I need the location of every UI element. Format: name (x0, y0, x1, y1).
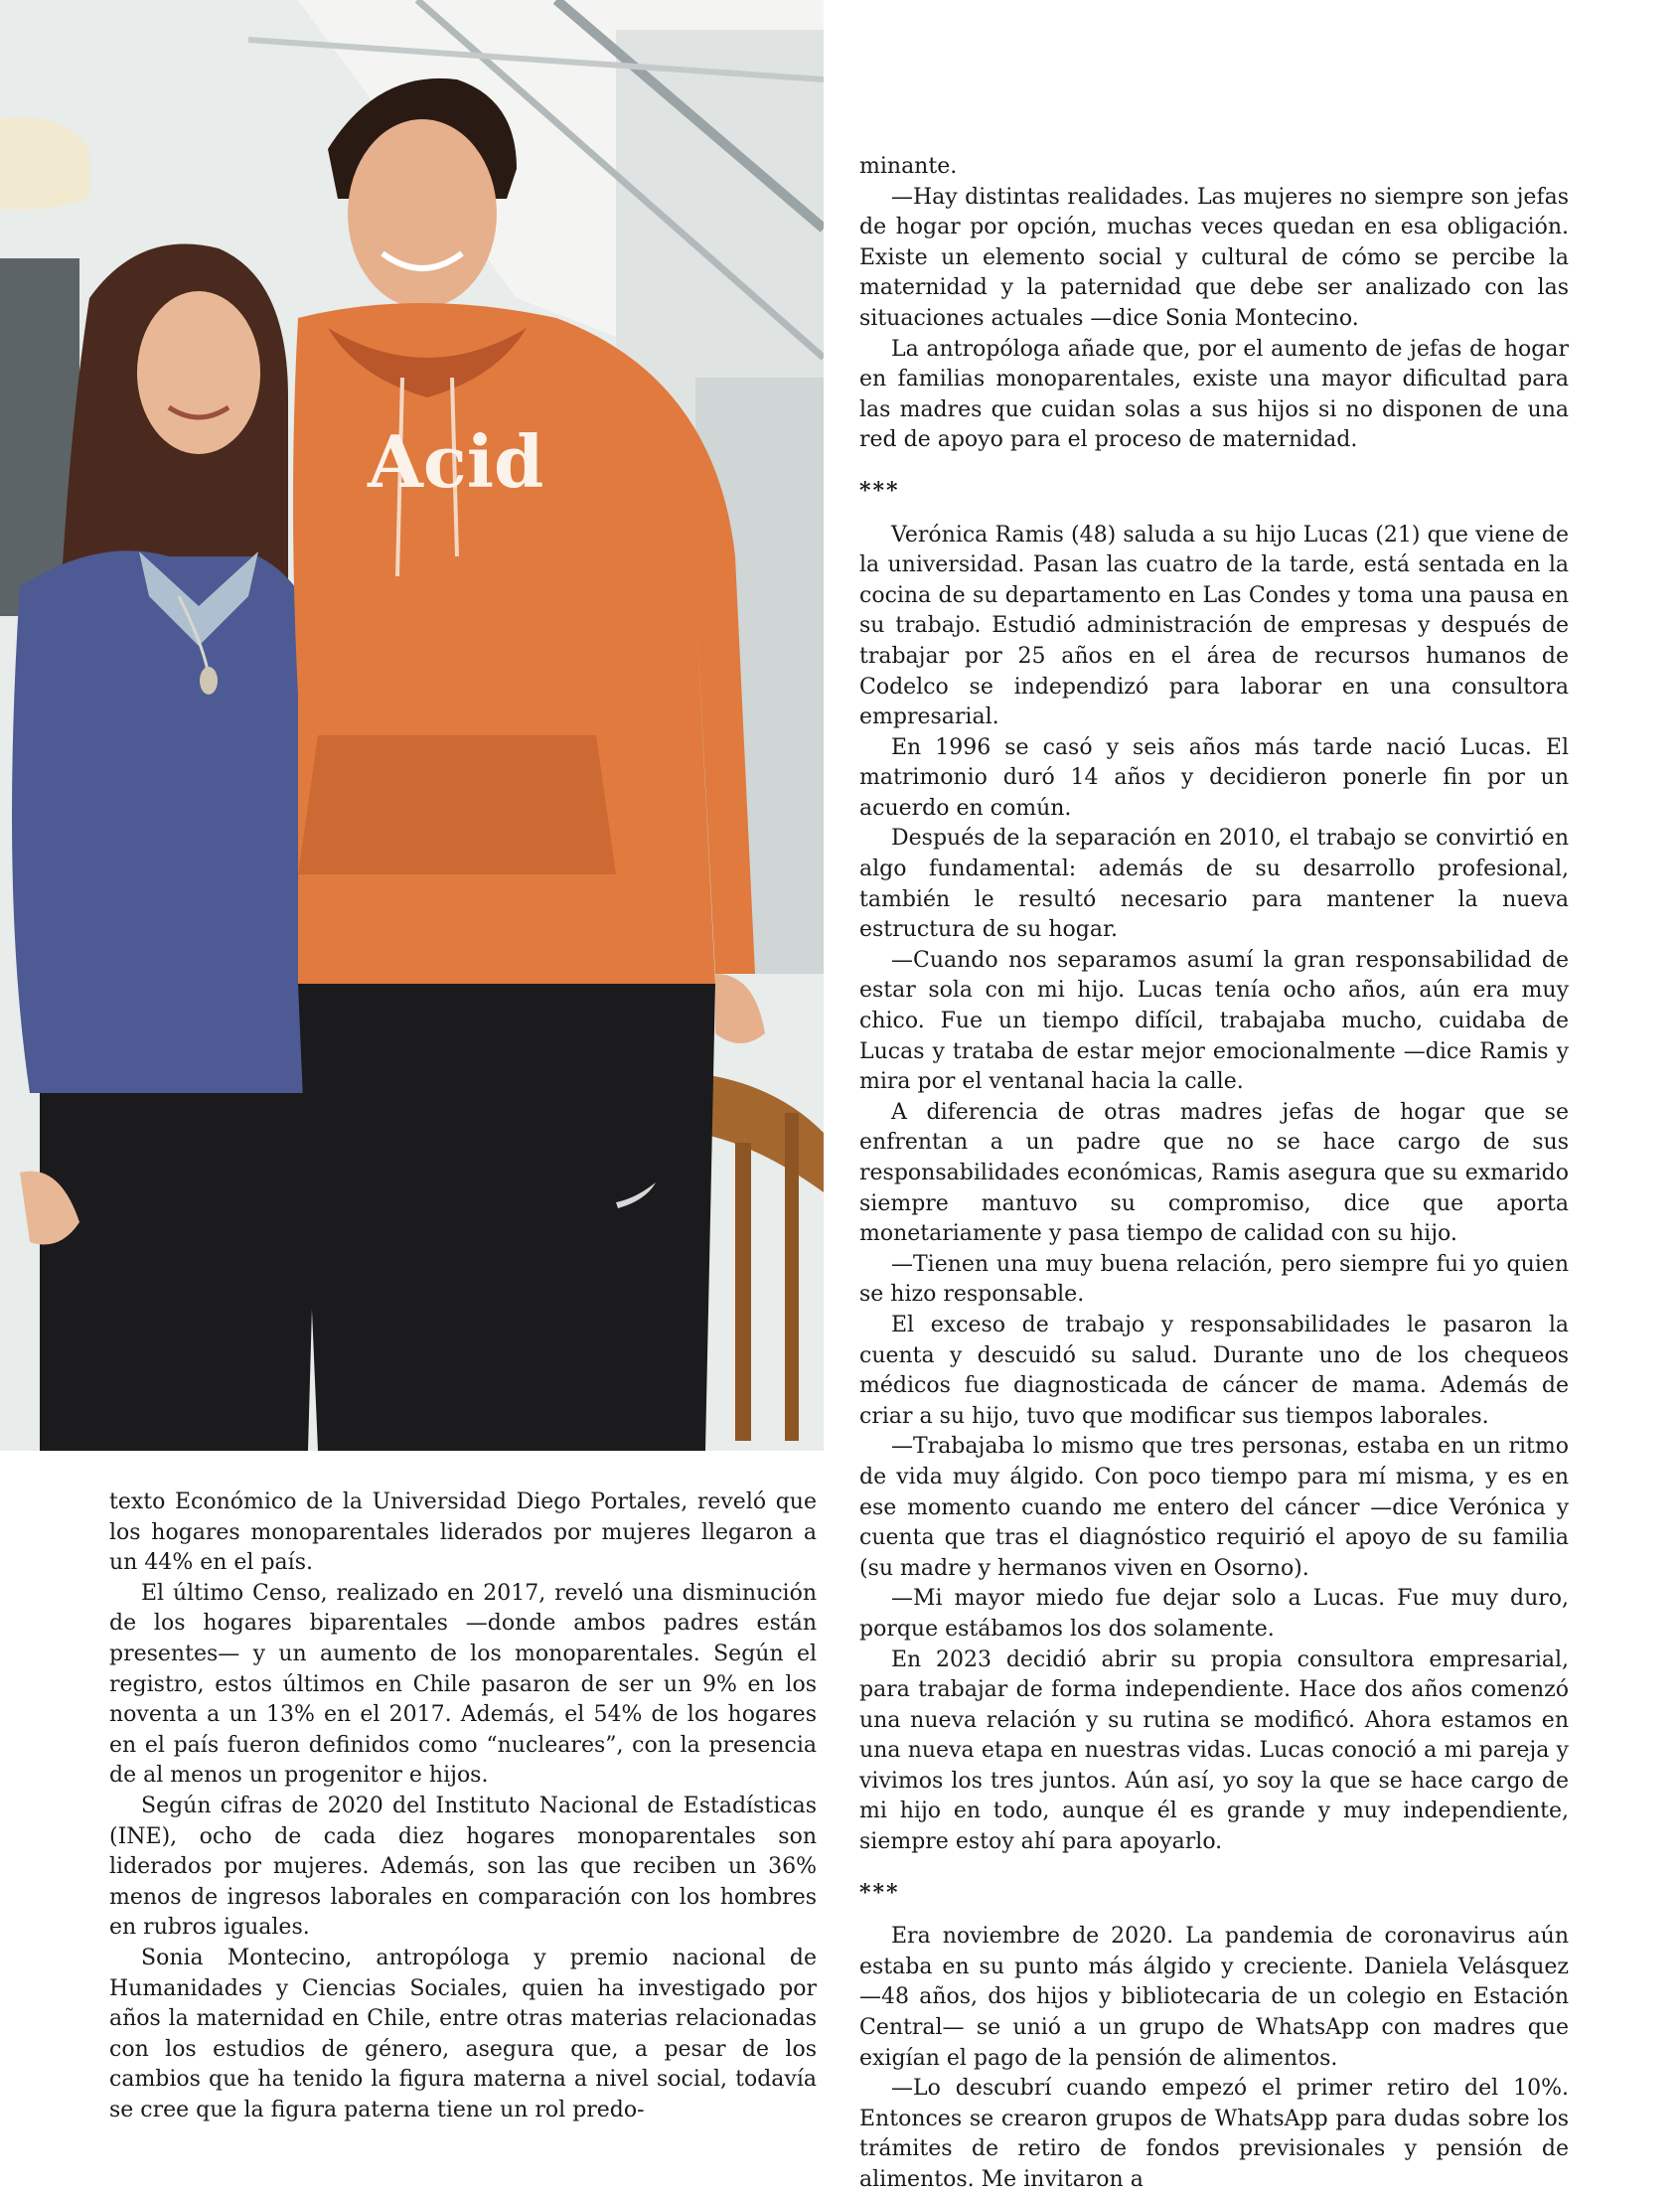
paragraph: minante. (859, 154, 958, 179)
paragraph: El último Censo, realizado en 2017, reveló una disminución de los hogares biparentales —donde ambos padres están presentes— y un aumento de los monoparentales. Según el registro, estos últimos en Chile pasaron de ser un 9% en los noventa a un 13% en el 2017. Además, el 54% de los hogares en el país fueron definidos como “nucleares”, con la presencia de al menos un progenitor e hijos. (109, 1580, 817, 1789)
paragraph: —Tienen una muy buena relación, pero siempre fui yo quien se hizo responsable. (859, 1251, 1569, 1308)
article-photo (0, 0, 824, 1451)
paragraph: Según cifras de 2020 del Instituto Nacional de Estadísticas (INE), ocho de cada diez hogares monoparentales son liderados por mujeres. Además, son las que reciben un 36% menos de ingresos laborales en comparación con los hombres en rubros iguales. (109, 1793, 817, 1941)
paragraph: Verónica Ramis (48) saluda a su hijo Lucas (21) que viene de la universidad. Pasan las cuatro de la tarde, está sentada en la cocina de su departamento en Las Condes y toma una pausa en su trabajo. Estudió administración de empresas y después de trabajar por 25 años en el área de recursos humanos de Codelco se independizó para laborar en una consultora empresarial. (859, 522, 1569, 730)
paragraph: —Lo descubrí cuando empezó el primer retiro del 10%. Entonces se crearon grupos de WhatsApp para dudas sobre los trámites de retiro de fondos previsionales y pensión de alimentos. Me invitaron a (859, 2076, 1569, 2192)
paragraph: En 1996 se casó y seis años más tarde nació Lucas. El matrimonio duró 14 años y decidieron ponerle fin por un acuerdo en común. (859, 734, 1569, 821)
paragraph: La antropóloga añade que, por el aumento de jefas de hogar en familias monoparentales, existe una mayor dificultad para las madres que cuidan solas a sus hijos si no disponen de una red de apoyo para el proceso de maternidad. (859, 336, 1569, 453)
section-separator: *** (859, 477, 900, 504)
paragraph: —Mi mayor miedo fue dejar solo a Lucas. Fue muy duro, porque estábamos los dos solamente. (859, 1586, 1569, 1642)
sweatshirt-print: Acid (368, 419, 544, 504)
paragraph: A diferencia de otras madres jefas de hogar que se enfrentan a un padre que no se hace cargo de sus responsabilidades económicas, Ramis asegura que su exmarido siempre mantuvo su compromiso, dice que aporta monetariamente y pasa tiempo de calidad con su hijo. (859, 1099, 1569, 1247)
paragraph: texto Económico de la Universidad Diego Portales, reveló que los hogares monoparentales liderados por mujeres llegaron a un 44% en el país. (109, 1490, 817, 1576)
mother-son-photo (0, 0, 824, 1451)
paragraph: Sonia Montecino, antropóloga y premio nacional de Humanidades y Ciencias Sociales, quien ha investigado por años la maternidad en Chile, entre otras materias relacionadas con los estudios de género, asegura que, a pesar de los cambios que ha tenido la figura materna a nivel social, todavía se cree que la figura paterna tiene un rol predo- (109, 1945, 817, 2122)
paragraph: Después de la separación en 2010, el trabajo se convirtió en algo fundamental: además de su desarrollo profesional, también le resultó necesario para mantener la nueva estructura de su hogar. (859, 826, 1569, 943)
paragraph: El exceso de trabajo y responsabilidades le pasaron la cuenta y descuidó su salud. Durante uno de los chequeos médicos fue diagnosticada de cáncer de mama. Además de criar a su hijo, tuvo que modificar sus tiempos laborales. (859, 1312, 1569, 1429)
paragraph: Era noviembre de 2020. La pandemia de coronavirus aún estaba en su punto más álgido y creciente. Daniela Velásquez —48 años, dos hijos y bibliotecaria de un colegio en Estación Central— se unió a un grupo de WhatsApp con madres que exigían el pago de la pensión de alimentos. (859, 1924, 1569, 2071)
article-column-left (109, 1488, 817, 2125)
section-separator: *** (859, 1879, 900, 1906)
paragraph: En 2023 decidió abrir su propia consultora empresarial, para trabajar de forma independiente. Hace dos años comenzó una nueva relación y su rutina se modificó. Ahora estamos en una nueva etapa en nuestras vidas. Lucas conoció a mi pareja y vivimos los tres juntos. Aún así, yo soy la que se hace cargo de mi hijo en todo, aunque él es grande y muy independiente, siempre estoy ahí para apoyarlo. (859, 1647, 1569, 1855)
paragraph: —Cuando nos separamos asumí la gran responsabilidad de estar sola con mi hijo. Lucas tenía ocho años, aún era muy chico. Fue un tiempo difícil, trabajaba mucho, cuidaba de Lucas y trataba de estar mejor emocionalmente —dice Ramis y mira por el ventanal hacia la calle. (859, 947, 1569, 1095)
paragraph: —Trabajaba lo mismo que tres personas, estaba en un ritmo de vida muy álgido. Con poco tiempo para mí misma, y es en ese momento cuando me entero del cáncer —dice Verónica y cuenta que tras el diagnóstico requirió el apoyo de su familia (su madre y hermanos viven en Osorno). (859, 1434, 1569, 1581)
paragraph: —Hay distintas realidades. Las mujeres no siempre son jefas de hogar por opción, muchas veces quedan en esa obligación. Existe un elemento social y cultural de cómo se percibe la maternidad y la paternidad que debe ser analizado con las situaciones actuales —dice Sonia Montecino. (859, 184, 1569, 331)
article-column-right (859, 152, 1569, 2196)
